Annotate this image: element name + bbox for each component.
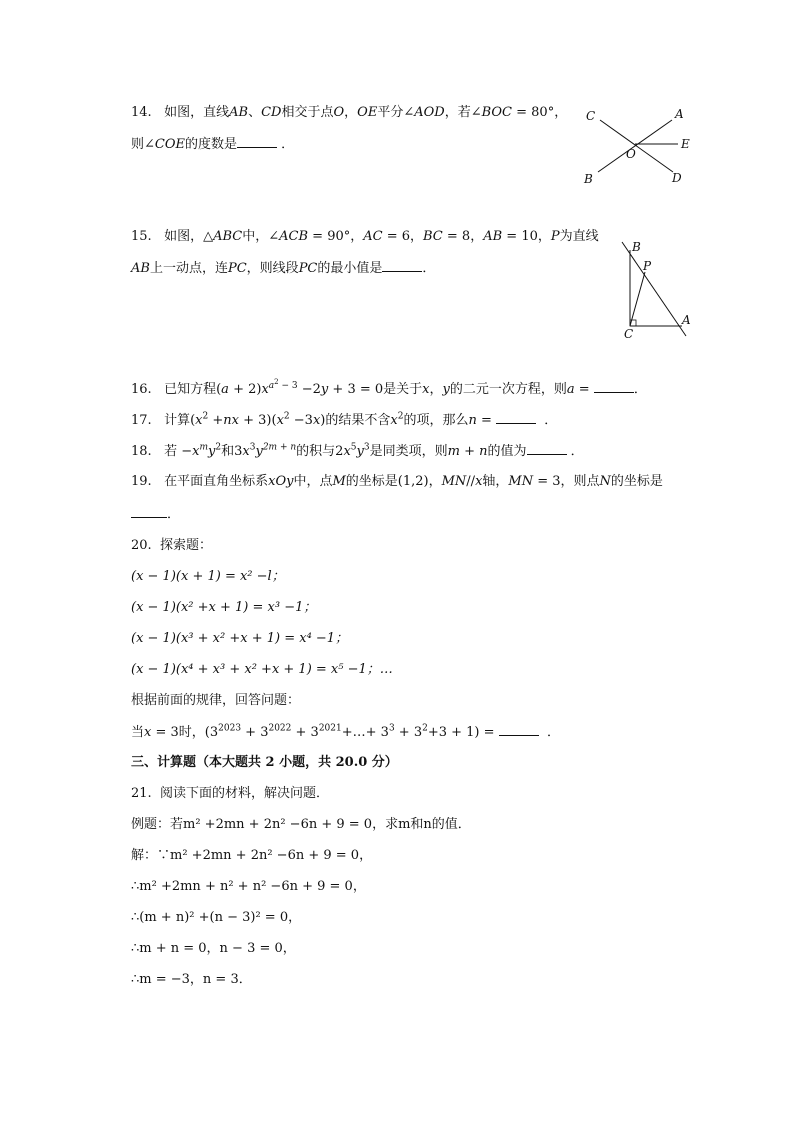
answer-blank[interactable]: [382, 259, 422, 272]
q14-line2: 则∠COE的度数是 ．: [131, 137, 295, 152]
q19-number: 19.: [131, 474, 152, 489]
q16-line: 16. 已知方程$(a + 2)x^{a^2 - 3} -2y + 3 = 0$是关于x，y的二元一次方程，则a = ．: [131, 377, 647, 397]
segment-pc: [630, 272, 645, 326]
q20-rule: 根据前面的规律，回答问题：: [131, 693, 301, 708]
answer-blank[interactable]: [527, 442, 567, 455]
answer-blank[interactable]: [131, 505, 167, 518]
label-d: D: [672, 171, 682, 185]
q21-step2: ∴m² +2mn + n² + n² −6n + 9 = 0，: [131, 879, 366, 894]
answer-blank[interactable]: [496, 411, 536, 424]
label-p: P: [643, 259, 652, 273]
label-e: E: [681, 137, 690, 151]
answer-blank[interactable]: [499, 723, 539, 736]
q14-line1: 14. 如图，直线AB、CD相交于点O，OE平分∠AOD，若∠BOC = 80°，: [131, 105, 568, 120]
q21-step5: ∴m = −3，n = 3．: [131, 972, 252, 987]
q21-step4: ∴m + n = 0，n − 3 = 0，: [131, 941, 296, 956]
label-o: O: [626, 147, 636, 161]
q20-line3: (x − 1)(x³ + x² +x + 1) = x⁴ −1；: [131, 631, 349, 646]
label-a: A: [682, 313, 691, 327]
q20-line1: (x − 1)(x + 1) = x² −l；: [131, 569, 285, 584]
q18-line: 18. 若 $-x^my^2$和$3x^3y^{2m + n}$的积与$2x^5y^3$是同类项，则m + n的值为 ．: [131, 442, 584, 459]
label-b: B: [632, 240, 641, 254]
q15-number: 15.: [131, 229, 152, 244]
line-ab: [598, 120, 672, 172]
q21-title: 21. 阅读下面的材料，解决问题．: [131, 786, 329, 801]
label-c: C: [624, 327, 634, 341]
q15-line2: AB上一动点，连PC，则线段PC的最小值是 ．: [131, 261, 436, 276]
q20-number: 20.: [131, 538, 152, 553]
q20-title: 20. 探索题：: [131, 538, 212, 553]
q20-line2: (x − 1)(x² +x + 1) = x³ −1；: [131, 600, 317, 615]
label-c: C: [586, 109, 596, 123]
q19-line1: 19. 在平面直角坐标系xOy中，点M的坐标是(1,2)，MN//x轴，MN = 3，则点N的坐标是: [131, 474, 663, 489]
section-heading: 三、计算题（本大题共 2 小题，共 20.0 分）: [131, 755, 398, 770]
q17-number: 17.: [131, 413, 152, 428]
q21-step3: ∴(m + n)² +(n − 3)² = 0，: [131, 910, 302, 925]
line-cd: [600, 120, 673, 172]
q19-line2: ．: [131, 505, 180, 524]
q16-number: 16.: [131, 382, 152, 397]
q21-step1: 解：∵m² +2mn + 2n² −6n + 9 = 0，: [131, 848, 373, 863]
q21-example: 例题：若m² +2mn + 2n² −6n + 9 = 0，求m和n的值．: [131, 817, 471, 832]
q20-line4: (x − 1)(x⁴ + x³ + x² +x + 1) = x⁵ −1；…: [131, 662, 393, 677]
q21-number: 21.: [131, 786, 152, 801]
q20-question: 当x = 3时，($3^{2023} + 3^{2022}$ + $3^{2021}+\dots+ 3^3 + 3^2+3 + 1$) = ．: [131, 723, 560, 740]
q18-number: 18.: [131, 444, 152, 459]
answer-blank[interactable]: [594, 380, 634, 393]
label-b: B: [584, 172, 593, 186]
q15-figure: [610, 230, 700, 345]
q14-figure: [578, 100, 698, 190]
q17-line: 17. 计算$(x^2 +nx + 3)(x^2 -3x)$的结果不含$x^2$的项，那么n = ．: [131, 411, 558, 428]
q15-line1: 15. 如图，△ABC中，∠ACB = 90°，AC = 6，BC = 8，AB = 10，P为直线: [131, 229, 599, 244]
answer-blank[interactable]: [237, 135, 277, 148]
q14-number: 14.: [131, 105, 152, 120]
label-a: A: [675, 107, 684, 121]
